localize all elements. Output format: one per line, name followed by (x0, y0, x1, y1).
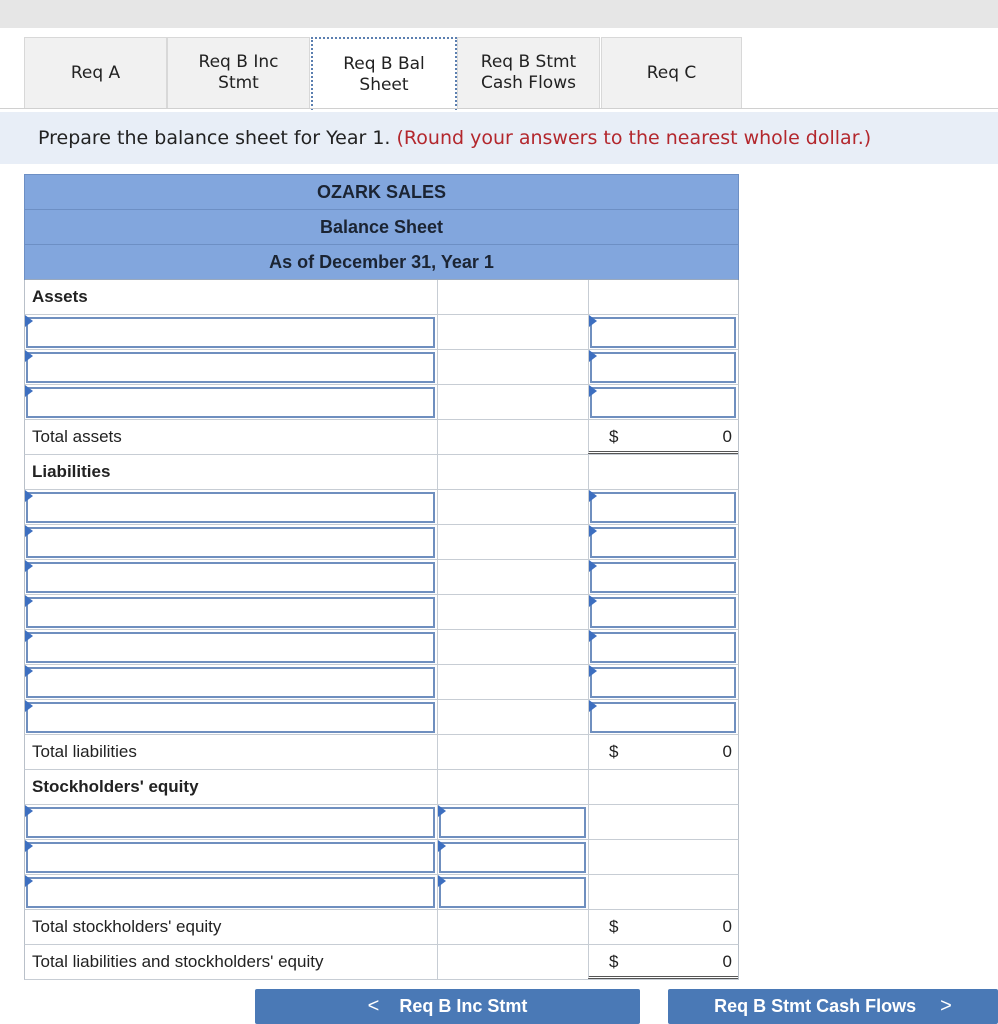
liability-account-select[interactable] (26, 597, 435, 628)
total-liabilities-equity-label: Total liabilities and stockholders' equity (32, 952, 324, 971)
liability-amount-input[interactable] (590, 597, 736, 628)
total-equity-value: 0 (722, 917, 732, 936)
total-equity-label: Total stockholders' equity (32, 917, 222, 936)
liability-account-select[interactable] (26, 562, 435, 593)
dropdown-flag-icon (438, 875, 446, 887)
assets-heading: Assets (32, 287, 88, 306)
dropdown-flag-icon (589, 595, 597, 607)
tab-label: Req B Stmt Cash Flows (480, 52, 577, 93)
tab-label: Req A (70, 62, 121, 83)
dropdown-flag-icon (25, 875, 33, 887)
tab-req-a[interactable] (24, 37, 167, 109)
liability-row (24, 525, 739, 560)
liability-amount-input[interactable] (590, 562, 736, 593)
dropdown-flag-icon (589, 560, 597, 572)
sheet-header (24, 174, 739, 280)
equity-heading-row (24, 770, 739, 805)
dropdown-flag-icon (589, 525, 597, 537)
rounding-note: (Round your answers to the nearest whole dollar.) (396, 127, 872, 149)
dropdown-flag-icon (589, 490, 597, 502)
dropdown-flag-icon (438, 805, 446, 817)
statement-date: As of December 31, Year 1 (25, 245, 738, 280)
asset-amount-input[interactable] (590, 387, 736, 418)
equity-account-select[interactable] (26, 877, 435, 908)
currency-symbol: $ (609, 952, 619, 971)
equity-account-select[interactable] (26, 842, 435, 873)
asset-row (24, 315, 739, 350)
equity-heading: Stockholders' equity (32, 777, 199, 796)
instruction-bar (0, 112, 998, 164)
tab-req-b-stmt-cash-flows[interactable] (457, 37, 600, 109)
liability-row (24, 630, 739, 665)
asset-amount-input[interactable] (590, 317, 736, 348)
asset-row (24, 350, 739, 385)
prev-button-label: Req B Inc Stmt (399, 996, 528, 1016)
equity-row (24, 875, 739, 910)
dropdown-flag-icon (25, 525, 33, 537)
top-bar (0, 0, 998, 28)
total-equity-row (24, 910, 739, 945)
next-req-b-stmt-cash-flows-button[interactable] (668, 989, 998, 1024)
dropdown-flag-icon (25, 700, 33, 712)
liability-account-select[interactable] (26, 527, 435, 558)
dropdown-flag-icon (25, 630, 33, 642)
assets-heading-row (24, 280, 739, 315)
total-assets-row (24, 420, 739, 455)
chevron-right-icon: > (940, 995, 952, 1017)
balance-sheet-table (24, 174, 739, 980)
dropdown-flag-icon (589, 630, 597, 642)
currency-symbol: $ (609, 427, 619, 446)
total-liabilities-row (24, 735, 739, 770)
liability-account-select[interactable] (26, 667, 435, 698)
dropdown-flag-icon (25, 490, 33, 502)
dropdown-flag-icon (589, 700, 597, 712)
dropdown-flag-icon (589, 665, 597, 677)
liability-row (24, 665, 739, 700)
tab-req-b-bal-sheet[interactable] (311, 37, 457, 110)
tab-divider (0, 108, 998, 109)
liability-row (24, 595, 739, 630)
chevron-left-icon: < (367, 995, 380, 1017)
liability-amount-input[interactable] (590, 667, 736, 698)
currency-symbol: $ (609, 742, 619, 761)
dropdown-flag-icon (25, 560, 33, 572)
liability-account-select[interactable] (26, 702, 435, 733)
total-liabilities-label: Total liabilities (32, 742, 137, 761)
liability-amount-input[interactable] (590, 632, 736, 663)
asset-account-select[interactable] (26, 387, 435, 418)
dropdown-flag-icon (25, 385, 33, 397)
total-liabilities-equity-row (24, 945, 739, 980)
equity-row (24, 805, 739, 840)
next-button-label: Req B Stmt Cash Flows (714, 996, 917, 1016)
asset-amount-input[interactable] (590, 352, 736, 383)
liabilities-heading: Liabilities (32, 462, 111, 481)
equity-amount-input[interactable] (439, 842, 586, 873)
liability-amount-input[interactable] (590, 527, 736, 558)
liabilities-heading-row (24, 455, 739, 490)
dropdown-flag-icon (589, 350, 597, 362)
total-assets-value: 0 (722, 427, 732, 446)
equity-amount-input[interactable] (439, 877, 586, 908)
equity-row (24, 840, 739, 875)
equity-amount-input[interactable] (439, 807, 586, 838)
dropdown-flag-icon (25, 840, 33, 852)
dropdown-flag-icon (25, 805, 33, 817)
total-liabilities-equity-value: 0 (722, 952, 732, 971)
tab-label: Req B Inc Stmt (198, 52, 279, 93)
total-liabilities-value: 0 (722, 742, 732, 761)
total-assets-label: Total assets (32, 427, 122, 446)
asset-account-select[interactable] (26, 352, 435, 383)
statement-title: Balance Sheet (25, 210, 738, 245)
liability-account-select[interactable] (26, 632, 435, 663)
liability-amount-input[interactable] (590, 702, 736, 733)
company-name: OZARK SALES (25, 175, 738, 210)
liability-row (24, 490, 739, 525)
dropdown-flag-icon (25, 665, 33, 677)
asset-row (24, 385, 739, 420)
liability-row (24, 700, 739, 735)
tab-req-c[interactable] (601, 37, 742, 109)
dropdown-flag-icon (25, 315, 33, 327)
dropdown-flag-icon (589, 315, 597, 327)
instruction-text: Prepare the balance sheet for Year 1. (38, 127, 397, 149)
currency-symbol: $ (609, 917, 619, 936)
tab-label: Req C (646, 62, 697, 83)
liability-row (24, 560, 739, 595)
equity-account-select[interactable] (26, 807, 435, 838)
liability-account-select[interactable] (26, 492, 435, 523)
tab-label: Req B Bal Sheet (343, 53, 425, 95)
dropdown-flag-icon (25, 595, 33, 607)
liability-amount-input[interactable] (590, 492, 736, 523)
tab-req-b-inc-stmt[interactable] (167, 37, 310, 109)
dropdown-flag-icon (589, 385, 597, 397)
dropdown-flag-icon (25, 350, 33, 362)
asset-account-select[interactable] (26, 317, 435, 348)
dropdown-flag-icon (438, 840, 446, 852)
prev-req-b-inc-stmt-button[interactable] (255, 989, 640, 1024)
